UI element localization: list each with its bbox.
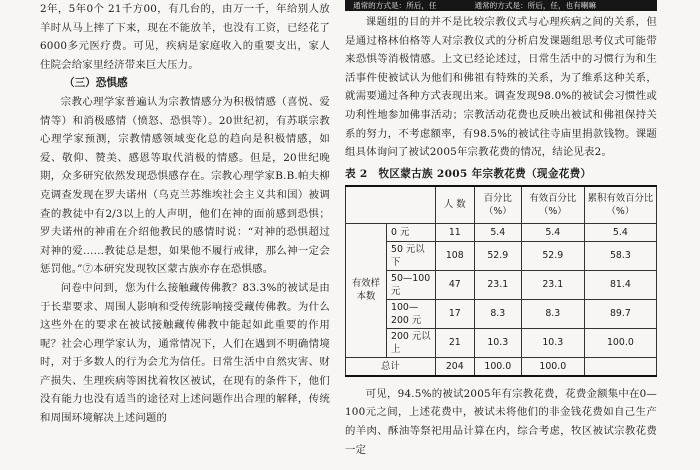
section-title-fear: （三）恐惧感 [64, 77, 128, 90]
table-continuation-bar [345, 0, 657, 11]
table-cell-percent: 8.3 [474, 299, 521, 328]
table-cell-count: 17 [435, 299, 474, 328]
table-total-cumulative [584, 357, 656, 376]
religious-spending-table [345, 185, 657, 377]
table-header-count: 人 数 [435, 186, 474, 224]
table-cell-label: 200 元以上 [387, 328, 436, 357]
right-column [345, 0, 657, 459]
table-cell-label: 100—200 元 [387, 299, 436, 328]
table-caption: 表 2 牧区蒙古族 2005 年宗教花费（现金花费） [345, 167, 592, 180]
table-cell-label: 50—100 元 [387, 270, 436, 299]
table-cell-count: 47 [435, 270, 474, 299]
table-cell-cumulative: 100.0 [584, 328, 656, 357]
table-cell-count: 21 [435, 328, 474, 357]
table-cell-percent: 10.3 [474, 328, 521, 357]
table-cell-percent: 5.4 [474, 223, 521, 241]
table-cell-cumulative: 58.3 [584, 241, 656, 270]
table-cell-count: 11 [435, 223, 474, 241]
left-column [40, 0, 330, 428]
table-cell-count: 108 [435, 241, 474, 270]
table-header-row [346, 186, 657, 224]
table-row [346, 223, 657, 241]
table-cell-valid: 10.3 [521, 328, 584, 357]
table-cell-valid: 8.3 [521, 299, 584, 328]
paragraph-spending-summary: 可见，94.5%的被试2005年有宗教花费，花费金额集中在0—100元之间，上述花费中，被试未将他们的非金钱花费如自己生产的羊肉、酥油等祭祀用品计算在内，综合考虑，牧区被试宗教花费一定 [345, 387, 657, 456]
table-cell-percent: 52.9 [474, 241, 521, 270]
table-cell-valid: 52.9 [521, 241, 584, 270]
table-cell-cumulative: 5.4 [584, 223, 656, 241]
table-header-cumulative-percent: 累积有效百分比（%） [584, 186, 656, 224]
table-continuation-text: 通常的方式是：所后，任 通常的方式是：所后，任，也有喇嘛 [353, 1, 596, 10]
table-row [346, 328, 657, 357]
table-header-valid-percent: 有效百分比（%） [521, 186, 584, 224]
table-header-blank [346, 186, 436, 224]
table-cell-label: 50 元以下 [387, 241, 436, 270]
table-row [346, 299, 657, 328]
table-row [346, 270, 657, 299]
table-total-label: 总计 [346, 357, 436, 376]
table-cell-percent: 23.1 [474, 270, 521, 299]
paragraph-questionnaire: 问卷中问到，您为什么接触藏传佛教？83.3%的被试是由于长辈要求、周围人影响和受传统影响接受藏传佛教。为什么这些外在的要求在被试接触藏传佛教中能起如此重要的作用呢？社会心理学家认为，通常情况下，人们在遇到不明确情境时，对于多数人的行为会尤为信任。日常生活中自然灾害、财产损失、生理疾病等困扰着牧区被试，在现有的条件下，他们没有能力也没有适当的途径对上述问题作出合理的解释，传统和周围环境解决上述问题的 [40, 281, 330, 425]
paragraph-illness-cost: 2年，5年0个 21千方00，有几台的，由万一千，年给别人放羊时从马上摔了下来，现在不能放羊，也没有工资，已经花了6000多元医疗费。可见，疾病是家庭收入的重要支出，家人住院会给家里经济带来巨大压力。 [40, 3, 330, 71]
table-header-percent: 百分比（%） [474, 186, 521, 224]
table-total-count: 204 [435, 357, 474, 376]
paragraph-religious-emotion: 宗教心理学家普遍认为宗教情感分为积极情感（喜悦、爱情等）和消极感情（愤怒、恐惧等）。20世纪初，有苏联宗教心理学家预测，宗教情感领域变化总的趋向是积极情感，如爱、敬仰、赞美、感恩等取代消极的情感。但是，20世纪晚期，众多研究依然发现恐惧感存在。宗教心理学家B.B.帕夫柳克调查发现在罗夫诺州（乌克兰苏维埃社会主义共和国）被调查的教徒中有2/3以上的人声明，他们在神的面前感到恐惧；罗夫诺州的神甫在介绍他教民的感情时说：“对神的恐惧超过对神的爱……教徒总是想，如果他不履行戒律，那么神一定会惩罚他。”⑦本研究发现牧区蒙古族亦存在恐惧感。 [40, 95, 330, 276]
table-cell-label: 0 元 [387, 223, 436, 241]
table-row [346, 241, 657, 270]
paragraph-ritual-analysis: 课题组的目的并不是比较宗教仪式与心理疾病之间的关系，但是通过格林伯格等人对宗教仪式的分析启发课题组思考仪式可能带来恐惧等消极情感。上文已经论述过，日常生活中的习惯行为和生活事件使被试认为他们和佛祖有特殊的关系，为了维系这种关系，就需要通过各种方式表现出来。调查发现98.0%的被试会习惯性或功利性地参加佛事活动；宗教活动花费也反映出被试和佛祖保持关系的努力，不考虑额率，有98.5%的被试往寺庙里捐款钱物。课题组具体询问了被试2005年宗教花费的情况，结论见表2。 [345, 16, 657, 159]
table-cell-cumulative: 89.7 [584, 299, 656, 328]
table-total-valid: 100.0 [521, 357, 584, 376]
table-cell-cumulative: 81.4 [584, 270, 656, 299]
table-total-percent: 100.0 [474, 357, 521, 376]
table-total-row [346, 357, 657, 376]
table-cell-valid: 23.1 [521, 270, 584, 299]
table-group-label: 有效样本数 [346, 223, 387, 357]
table-cell-valid: 5.4 [521, 223, 584, 241]
